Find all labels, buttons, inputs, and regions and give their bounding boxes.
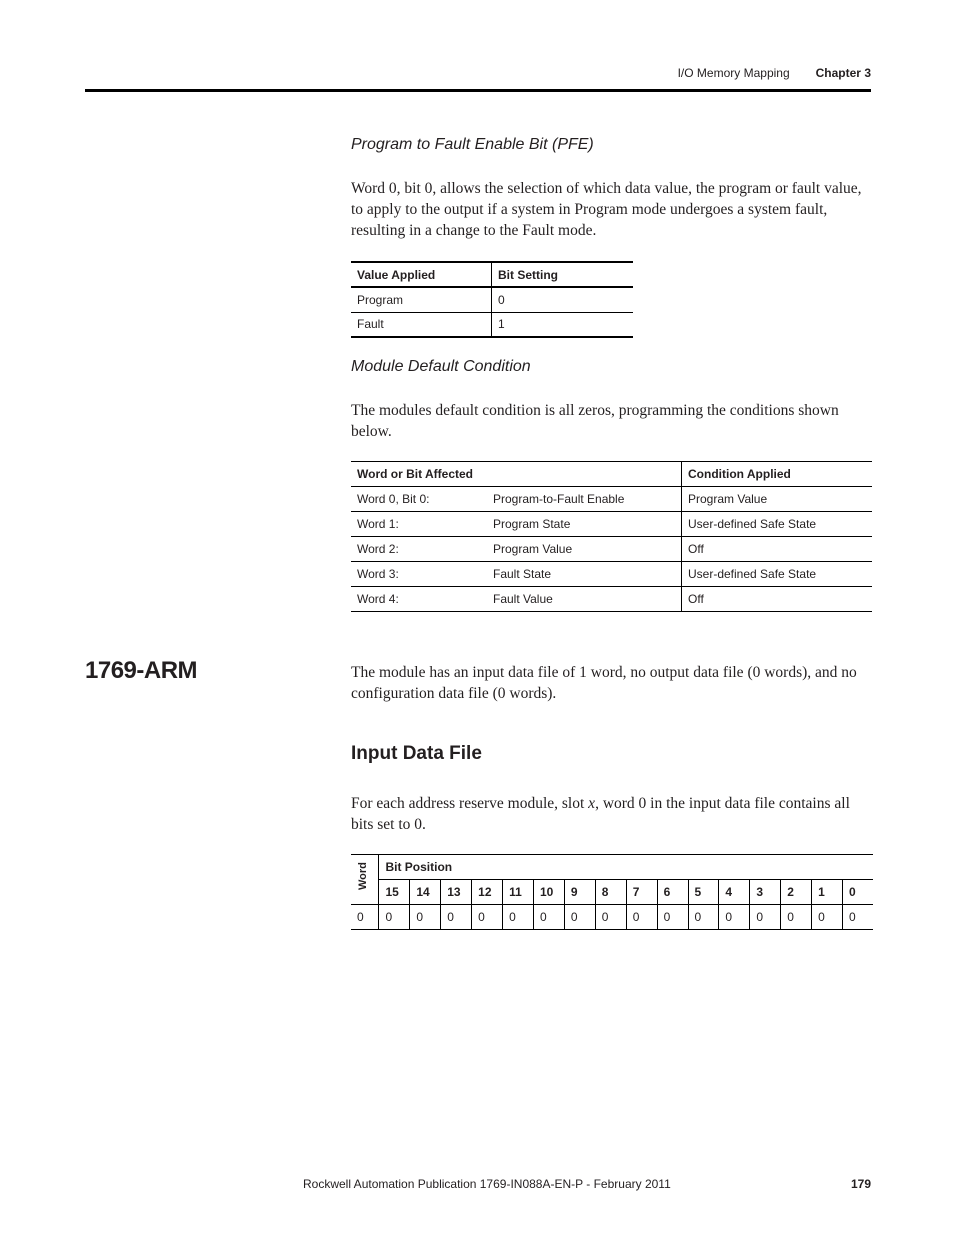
pfe-table [351,261,633,338]
default-condition-table [351,461,872,612]
table-cell: 0 [564,905,595,930]
column-header: Bit Setting [498,267,558,282]
word-label: Word [357,861,369,890]
table-cell: Program State [487,512,682,537]
table-cell: User-defined Safe State [688,567,817,581]
section-title: 1769-ARM [85,657,198,684]
table-cell: Off [688,542,704,556]
bit-header-row [351,880,873,905]
default-condition-heading: Module Default Condition [351,358,531,375]
table-cell: 0 [503,905,534,930]
table-cell: Off [688,592,704,606]
table-cell: 0 [533,905,564,930]
bit-header-cell: 14 [410,880,441,905]
table-cell: Program Value [487,537,682,562]
default-condition-body: The modules default condition is all zeros, programming the conditions shown below. [351,402,839,440]
table-cell: 0 [657,905,688,930]
slot-variable: x [588,795,596,812]
table-cell: Word 0, Bit 0: [357,492,430,506]
table-cell: 0 [595,905,626,930]
table-cell: Word 1: [357,517,399,531]
bit-header-cell: 2 [781,880,812,905]
bit-header-cell: 1 [812,880,843,905]
word-header-cell [351,855,379,905]
column-header: Condition Applied [688,467,791,481]
table-cell: 0 [379,905,410,930]
bit-position-header: Bit Position [379,855,873,880]
table-row [351,312,633,337]
table-cell: Program Value [688,492,768,506]
table-cell: Fault State [487,562,682,587]
bit-header-cell: 10 [533,880,564,905]
table-cell: 0 [357,910,364,924]
table-cell: 1 [498,317,505,332]
pfe-heading: Program to Fault Enable Bit (PFE) [351,136,594,153]
table-cell: 0 [472,905,503,930]
table-cell: 0 [688,905,719,930]
table-cell: Fault Value [487,587,682,612]
column-header: Value Applied [351,262,492,287]
page-number: 179 [850,1177,871,1191]
input-data-file-heading: Input Data File [351,743,482,764]
arm-body: The module has an input data file of 1 word, no output data file (0 words), and no configuration data file (0 words). [351,664,857,702]
table-cell: User-defined Safe State [688,517,817,531]
column-header: Word or Bit Affected [351,462,682,487]
bit-header-cell: 8 [595,880,626,905]
table-cell: 0 [719,905,750,930]
input-data-file-body [351,793,873,835]
table-cell: 0 [626,905,657,930]
table-cell: Program [351,287,492,312]
table-row [351,905,873,930]
pfe-body: Word 0, bit 0, allows the selection of which data value, the program or fault value, to apply to the output if a system in Program mode undergoes a system fault, resulting in a change to the Fault mode. [351,180,862,239]
bit-header-cell: 7 [626,880,657,905]
table-cell: 0 [410,905,441,930]
bit-header-cell: 4 [719,880,750,905]
bit-header-cell: 3 [750,880,781,905]
body-text: For each address reserve module, slot [351,795,589,812]
table-header-row [351,462,872,487]
bit-header-cell: 0 [843,880,873,905]
bit-header-cell: 15 [379,880,410,905]
table-row [351,537,872,562]
table-cell: Program-to-Fault Enable [487,487,682,512]
bit-header-cell: 5 [688,880,719,905]
bit-header-cell: 12 [472,880,503,905]
bit-header-cell: 9 [564,880,595,905]
header-chapter: Chapter 3 [815,66,871,80]
table-cell: Word 2: [357,542,399,556]
table-row [351,512,872,537]
bit-header-cell: 11 [503,880,534,905]
bit-header-cell: 13 [441,880,472,905]
table-cell: Fault [351,312,492,337]
table-cell: 0 [498,292,505,307]
table-header-row [351,262,633,287]
table-header-row [351,855,873,880]
table-row [351,487,872,512]
table-cell: 0 [441,905,472,930]
bit-header-cell: 6 [657,880,688,905]
table-cell: 0 [812,905,843,930]
footer-publication: Rockwell Automation Publication 1769-IN088A-EN-P - February 2011 [303,1177,671,1191]
table-row [351,287,633,312]
table-row [351,562,872,587]
input-data-table [351,854,873,930]
table-cell: 0 [781,905,812,930]
header-section: I/O Memory Mapping [677,66,790,80]
table-cell: 0 [750,905,781,930]
table-row [351,587,872,612]
table-cell: Word 4: [357,592,399,606]
table-cell: 0 [843,905,873,930]
running-header [678,66,871,80]
table-cell: Word 3: [357,567,399,581]
body-text: , word 0 in the input data file contains all bits set to 0. [351,795,850,833]
header-rule [85,89,871,92]
